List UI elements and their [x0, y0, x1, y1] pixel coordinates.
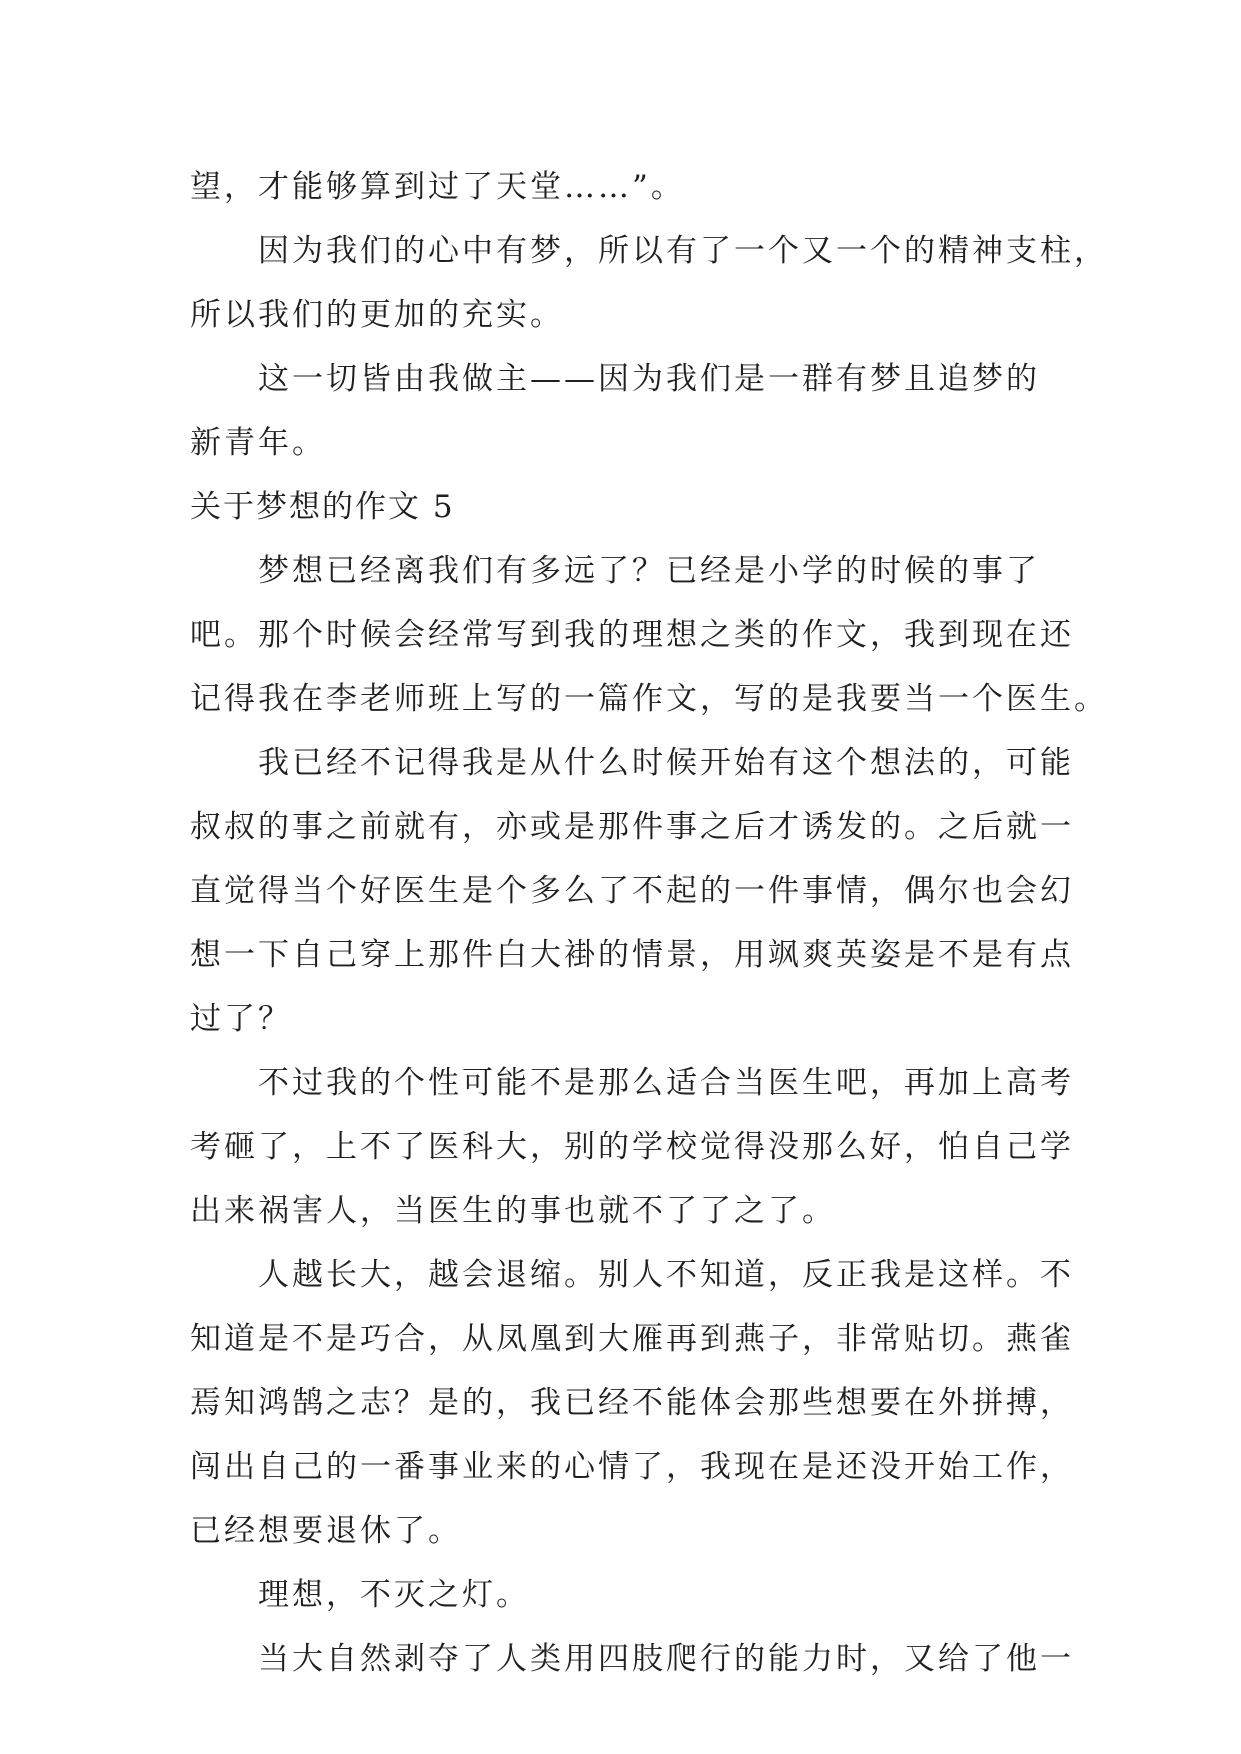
text-line: 新青年。: [190, 425, 326, 461]
text-line: 过了？: [190, 1001, 292, 1037]
text-line: 理想，不灭之灯。: [258, 1577, 530, 1613]
text-line: 想一下自己穿上那件白大褂的情景，用飒爽英姿是不是有点: [190, 937, 1074, 973]
text-line: 所以我们的更加的充实。: [190, 297, 564, 333]
text-line: 吧。那个时候会经常写到我的理想之类的作文，我到现在还: [190, 617, 1074, 653]
text-line: 当大自然剥夺了人类用四肢爬行的能力时，又给了他一: [258, 1641, 1074, 1677]
text-line: 已经想要退休了。: [190, 1513, 462, 1549]
text-line: 出来祸害人，当医生的事也就不了了之了。: [190, 1193, 836, 1229]
text-line: 我已经不记得我是从什么时候开始有这个想法的，可能: [258, 745, 1074, 781]
text-line: 梦想已经离我们有多远了？已经是小学的时候的事了: [258, 553, 1040, 589]
text-line: 考砸了，上不了医科大，别的学校觉得没那么好，怕自己学: [190, 1129, 1074, 1165]
text-line: 焉知鸿鹄之志？是的，我已经不能体会那些想要在外拼搏，: [190, 1385, 1074, 1421]
text-line: 这一切皆由我做主——因为我们是一群有梦且追梦的: [258, 361, 1040, 397]
text-line: 因为我们的心中有梦，所以有了一个又一个的精神支柱，: [258, 233, 1108, 269]
text-line: 叔叔的事之前就有，亦或是那件事之后才诱发的。之后就一: [190, 809, 1074, 845]
text-line: 人越长大，越会退缩。别人不知道，反正我是这样。不: [258, 1257, 1074, 1293]
document-body: [190, 155, 1108, 1691]
section-heading: 关于梦想的作文 5: [190, 489, 455, 525]
text-line: 不过我的个性可能不是那么适合当医生吧，再加上高考: [258, 1065, 1074, 1101]
text-line: 记得我在李老师班上写的一篇作文，写的是我要当一个医生。: [190, 681, 1108, 717]
text-line: 直觉得当个好医生是个多么了不起的一件事情，偶尔也会幻: [190, 873, 1074, 909]
text-line: 望，才能够算到过了天堂……”。: [190, 169, 685, 205]
text-line: 知道是不是巧合，从凤凰到大雁再到燕子，非常贴切。燕雀: [190, 1321, 1074, 1357]
text-line: 闯出自己的一番事业来的心情了，我现在是还没开始工作，: [190, 1449, 1074, 1485]
